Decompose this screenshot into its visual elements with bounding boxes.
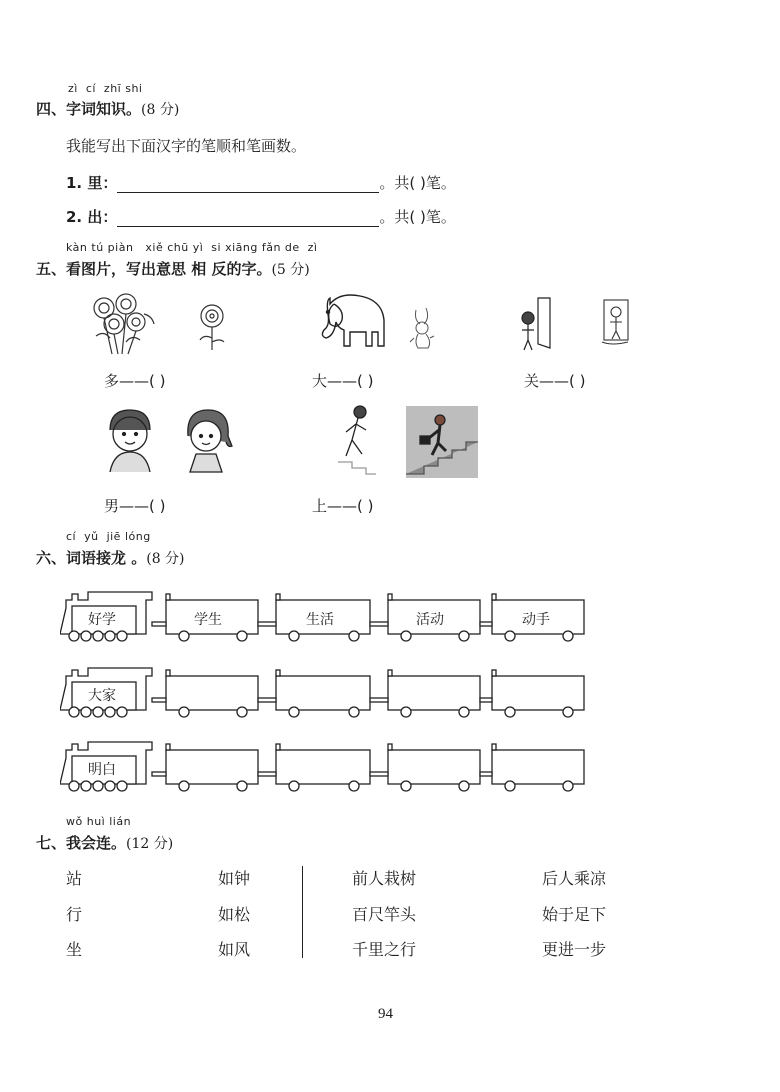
s7-col2-1[interactable]: 如钟 — [218, 869, 251, 888]
s4-intro: 我能写出下面汉字的笔顺和笔画数。 — [66, 137, 307, 155]
s4-item-2 — [66, 206, 456, 227]
s5-pinyin: kàn tú piàn xiě chū yì si xiāng fǎn de zì — [66, 241, 318, 254]
s7-score: (12 分) — [126, 836, 174, 852]
s7-col4-2[interactable]: 始于足下 — [542, 905, 607, 924]
s7-col2-2[interactable]: 如松 — [218, 905, 251, 924]
s4-title: 四、字词知识。 — [36, 100, 142, 118]
train-3-engine: 明白 — [88, 762, 116, 778]
pair-male[interactable]: 男——( ) — [104, 497, 166, 515]
elephant-image — [312, 290, 386, 352]
s6-heading — [36, 547, 185, 568]
rabbit-image — [406, 306, 438, 352]
s6-pinyin: cí yǔ jiē lóng — [66, 530, 151, 543]
s7-title: 七、我会连。 — [36, 834, 127, 852]
train-2-engine: 大家 — [88, 688, 116, 704]
s6-title: 六、词语接龙 。 — [36, 549, 147, 567]
s5-heading — [36, 258, 310, 279]
s4-pinyin: zì cí zhī shi — [68, 82, 143, 95]
s4-item-2-blank[interactable] — [117, 210, 379, 227]
s7-col3-2[interactable]: 百尺竿头 — [352, 905, 417, 924]
girl-image — [180, 406, 236, 474]
s7-col1-2[interactable]: 行 — [66, 905, 83, 924]
single-flower-image — [194, 302, 230, 352]
s4-item-1-blank[interactable] — [117, 176, 379, 193]
page-number: 94 — [378, 1006, 393, 1022]
s7-col3-3[interactable]: 千里之行 — [352, 940, 417, 959]
s4-item-2-tail: 。共( )笔。 — [379, 208, 456, 226]
train-1 — [60, 590, 590, 644]
s7-col3-1[interactable]: 前人栽树 — [352, 869, 417, 888]
train-1-car-3: 活动 — [416, 612, 444, 628]
s6-score: (8 分) — [146, 551, 185, 567]
s7-col2-3[interactable]: 如风 — [218, 940, 251, 959]
pair-close[interactable]: 关——( ) — [524, 372, 586, 390]
train-3 — [60, 740, 590, 794]
s7-col1-3[interactable]: 坐 — [66, 940, 83, 959]
s4-item-1-tail: 。共( )笔。 — [379, 174, 456, 192]
train-1-engine: 好学 — [88, 612, 116, 628]
s4-item-1-label: 1. 里： — [66, 174, 118, 192]
door-close-image — [516, 296, 552, 354]
girl-going-down-image — [336, 402, 376, 476]
train-2 — [60, 666, 590, 720]
s7-col4-3[interactable]: 更进一步 — [542, 940, 607, 959]
s7-col4-1[interactable]: 后人乘凉 — [542, 869, 607, 888]
s5-title: 五、看图片，写出意思 相 反的字。 — [36, 260, 272, 278]
pair-many[interactable]: 多——( ) — [104, 372, 166, 390]
train-1-car-2: 生活 — [306, 612, 334, 628]
door-open-image — [600, 298, 634, 348]
train-1-car-1: 学生 — [194, 612, 222, 628]
s5-score: (5 分) — [271, 262, 310, 278]
s7-divider — [302, 866, 303, 958]
train-1-car-4: 动手 — [522, 612, 550, 628]
s4-heading — [36, 98, 179, 119]
s7-col1-1[interactable]: 站 — [66, 869, 83, 888]
man-going-up-image — [406, 406, 478, 478]
s7-pinyin: wǒ huì lián — [66, 815, 132, 828]
many-flowers-image — [84, 290, 160, 356]
s4-item-1 — [66, 172, 456, 193]
s7-heading — [36, 832, 173, 853]
s4-item-2-label: 2. 出： — [66, 208, 118, 226]
pair-big[interactable]: 大——( ) — [312, 372, 374, 390]
s4-score: (8 分) — [141, 102, 180, 118]
boy-image — [96, 406, 162, 474]
pair-up[interactable]: 上——( ) — [312, 497, 374, 515]
